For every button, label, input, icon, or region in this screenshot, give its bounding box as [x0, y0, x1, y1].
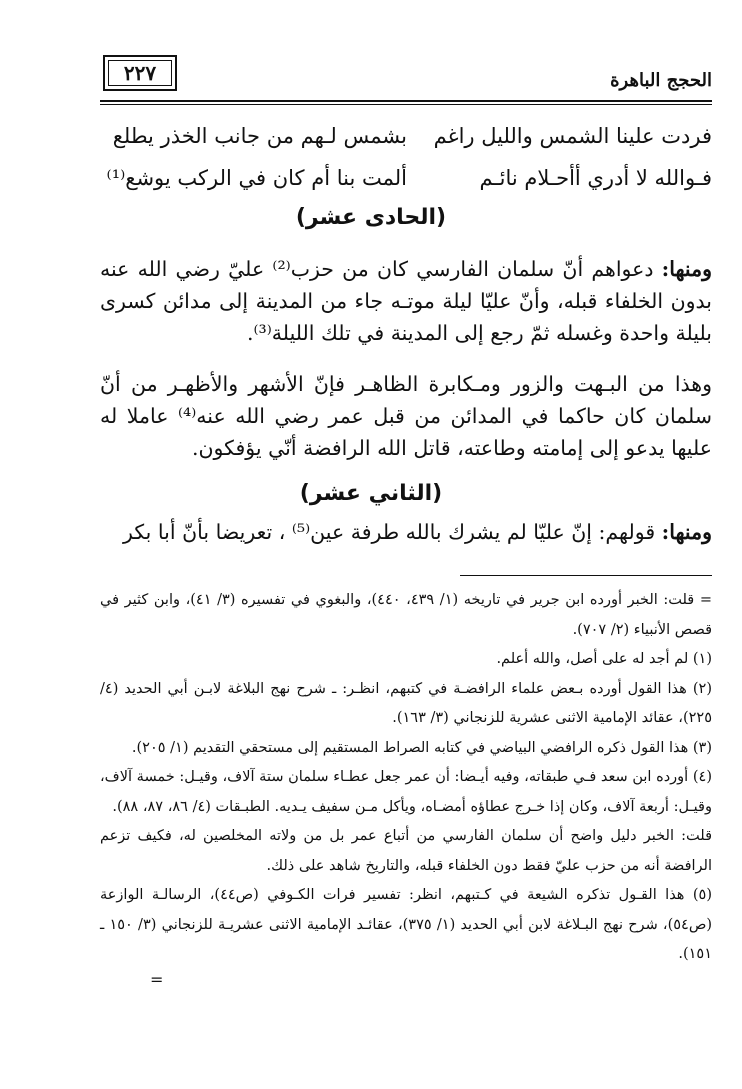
footnote-continues-mark: =: [150, 970, 164, 989]
footnote-continuation: = قلت: الخبر أورده ابن جرير في تاريخه (١/ ٤٣٩، ٤٤٠)، والبغوي في تفسيره (٣/ ٤١)، وابن كثير في قصص الأنبياء (٢/ ٧٠٧).: [100, 592, 712, 638]
paragraph-text: قولهم: إنّ عليّا لم يشرك بالله طرفة عين⁽⁵⁾ ، تعريضا بأنّ أبا بكر: [123, 520, 662, 544]
poem-verse-1-second-hemistich: بشمس لـهم من جانب الخذر يطلع: [112, 124, 407, 148]
footnote-1: (١) لم أجد له على أصل، والله أعلم.: [496, 651, 712, 667]
book-title: الحجج الباهرة: [610, 70, 712, 91]
footnote-3: (٣) هذا القول ذكره الرافضي البياضي في كتابه الصراط المستقيم إلى مستحقي التقديم (١/ ٢٠٥).: [131, 739, 712, 756]
paragraph-lead: ومنها:: [661, 520, 712, 544]
footnote-5: (٥) هذا القـول تذكره الشيعة في كـتبهم، انظر: تفسير فرات الكـوفي (ص٤٤)، الرسالـة الوازعة (ص٥٤)، شرح نهج البـلاغة لابن أبي الحديد (١/ ٣٧٥)، عقائـد الإمامية الاثنى عشريـة للزنجاني (٣/ ١٥٠ ـ ١٥١).: [100, 887, 713, 962]
page-number: [103, 55, 177, 91]
paragraph-refutation: [100, 368, 712, 464]
poem-verse-2-first-hemistich: فـوالله لا أدري أأحـلام نائـم: [479, 166, 712, 190]
paragraph-text: دعواهم أنّ سلمان الفارسي كان من حزب⁽²⁾ عليّ رضي الله عنه بدون الخلفاء قبله، وأنّ عليّا ليلة موتـه جاء من المدينة إلى مدائن كسرى بليلة واحدة وغسله ثمّ رجع إلى المدينة في تلك الليلة⁽³⁾.: [100, 257, 712, 345]
paragraph-lead: ومنها:: [661, 257, 712, 281]
footnote-2: (٢) هذا القول أورده بـعض علماء الرافضـة في كتبهم، انظـر: ـ شرح نهج البلاغة لابـن أبي الحديد (٤/ ٢٢٥)، عقائد الإمامية الاثنى عشرية للزنجاني (٣/ ١٦٣).: [100, 680, 712, 726]
footnote-separator: [460, 575, 712, 576]
footnote-4: (٤) أورده ابن سعد فـي طبقاته، وفيه أيـضا: أن عمر جعل عطـاء سلمان ستة آلاف، وقيـل: خمسة آلاف، وقيـل: أربعة آلاف، وكان إذا خـرج عطاؤه أمضـاه، ويأكل مـن سفيف يـديه. الطبـقات (٤/ ٨٦، ٨٧، ٨٨).: [100, 769, 712, 815]
header-rule-thin: [100, 104, 712, 105]
section-heading-twelfth: (الثاني عشر): [299, 481, 443, 506]
poem-verse-1-first-hemistich: فردت علينا الشمس والليل راغم: [433, 124, 712, 148]
paragraph-text: وهذا من البـهت والزور ومـكابرة الظاهـر فإنّ الأشهر والأظهـر من أنّ سلمان كان حاكما في المدائن من قبل عمر رضي الله عنه⁽⁴⁾ عاملا له عليها يدعو إلى إمامته وطاعته، قاتل الله الرافضة أنّي يؤفكون.: [100, 372, 713, 460]
paragraph-salman-claim: [100, 253, 712, 349]
header-rule: [100, 100, 712, 102]
section-heading-eleventh: (الحادى عشر): [295, 205, 447, 230]
poem-verse-2-second-hemistich: ألمت بنا أم كان في الركب يوشع⁽¹⁾: [106, 166, 407, 190]
footnotes: [100, 586, 712, 970]
footnote-author-note: قلت: الخبر دليل واضح أن سلمان الفارسي من أتباع عمر بل من ولاته المخلصين له، فكيف تزعم الرافضة أنه من حزب عليّ فقط دون الخلفاء قبله، والتاريخ شاهد على ذلك.: [100, 828, 712, 874]
page-number-text: ٢٢٧: [123, 61, 157, 85]
paragraph-shirk-claim: [100, 516, 712, 548]
